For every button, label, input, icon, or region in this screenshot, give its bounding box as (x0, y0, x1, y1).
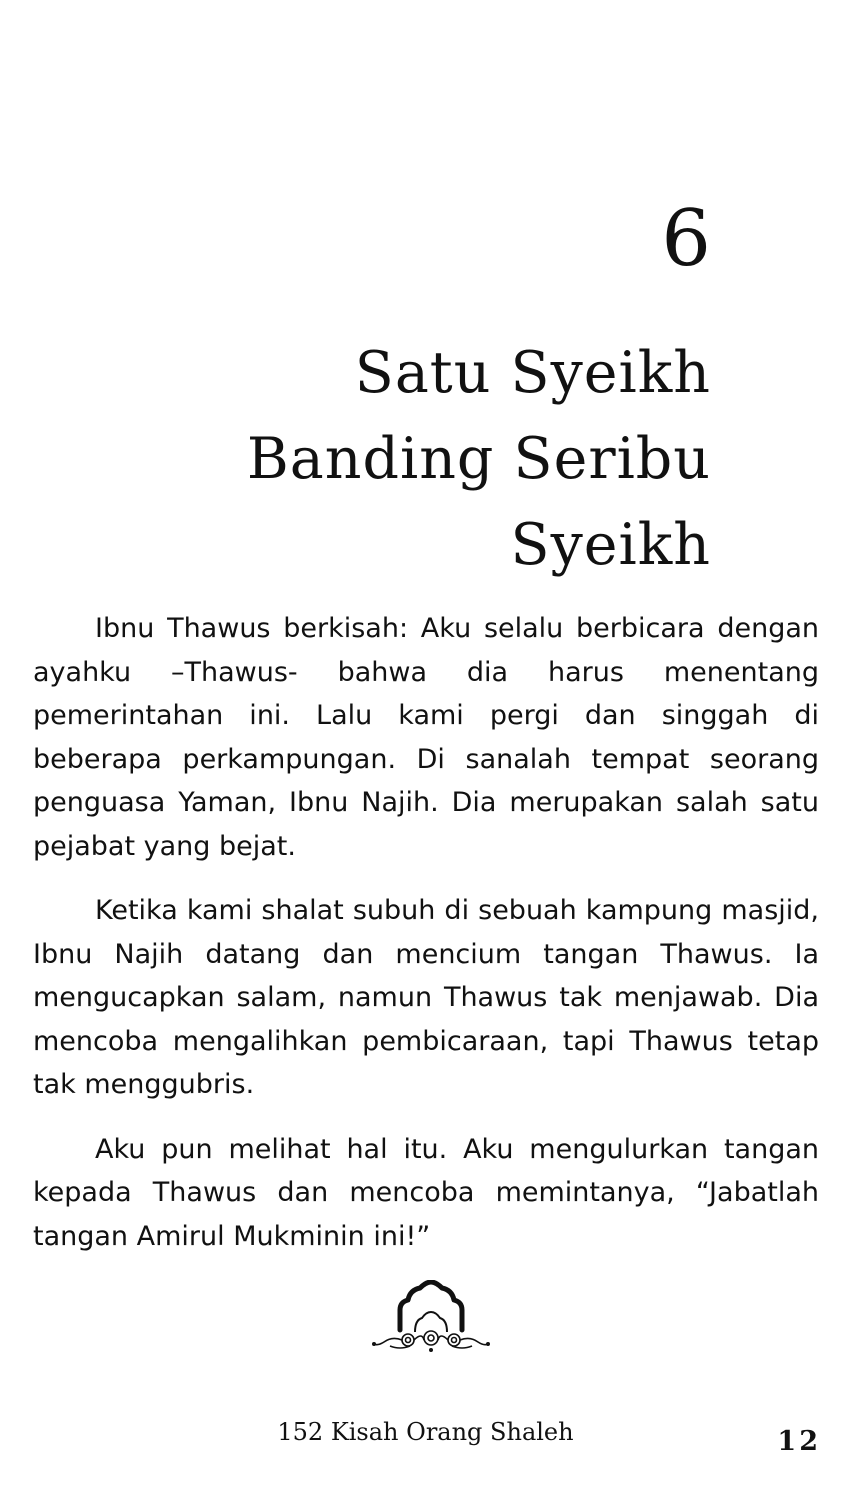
paragraph-3: Aku pun melihat hal itu. Aku mengulurkan tangan kepada Thawus dan mencoba memintanya, “Jabatlah tangan Amirul Mukminin ini!” (33, 1133, 819, 1252)
chapter-title-line-1: Satu Syeikh (354, 340, 711, 406)
running-footer-title: 152 Kisah Orang Shaleh (277, 1418, 574, 1446)
page-number: 12 (777, 1426, 821, 1457)
chapter-title-line-2: Banding Seribu (246, 426, 711, 492)
paragraph-1: Ibnu Thawus berkisah: Aku selalu berbicara dengan ayahku –Thawus- bahwa dia harus menentang pemerintahan ini. Lalu kami pergi dan singgah di beberapa perkampungan. Di sanalah tempat seorang penguasa Yaman, Ibnu Najih. Dia merupakan salah satu pejabat yang bejat. (33, 613, 819, 862)
mosque-arch-floral-ornament-icon (370, 1280, 492, 1356)
chapter-number: 6 (661, 194, 711, 284)
chapter-body (33, 607, 819, 1279)
paragraph-2: Ketika kami shalat subuh di sebuah kampung masjid, Ibnu Najih datang dan mencium tangan Thawus. Ia mengucapkan salam, namun Thawus tak menjawab. Dia mencoba mengalihkan pembicaraan, tapi Thawus tetap tak menggubris. (33, 895, 819, 1100)
chapter-title-line-3: Syeikh (510, 512, 711, 578)
chapter-title (151, 330, 711, 588)
